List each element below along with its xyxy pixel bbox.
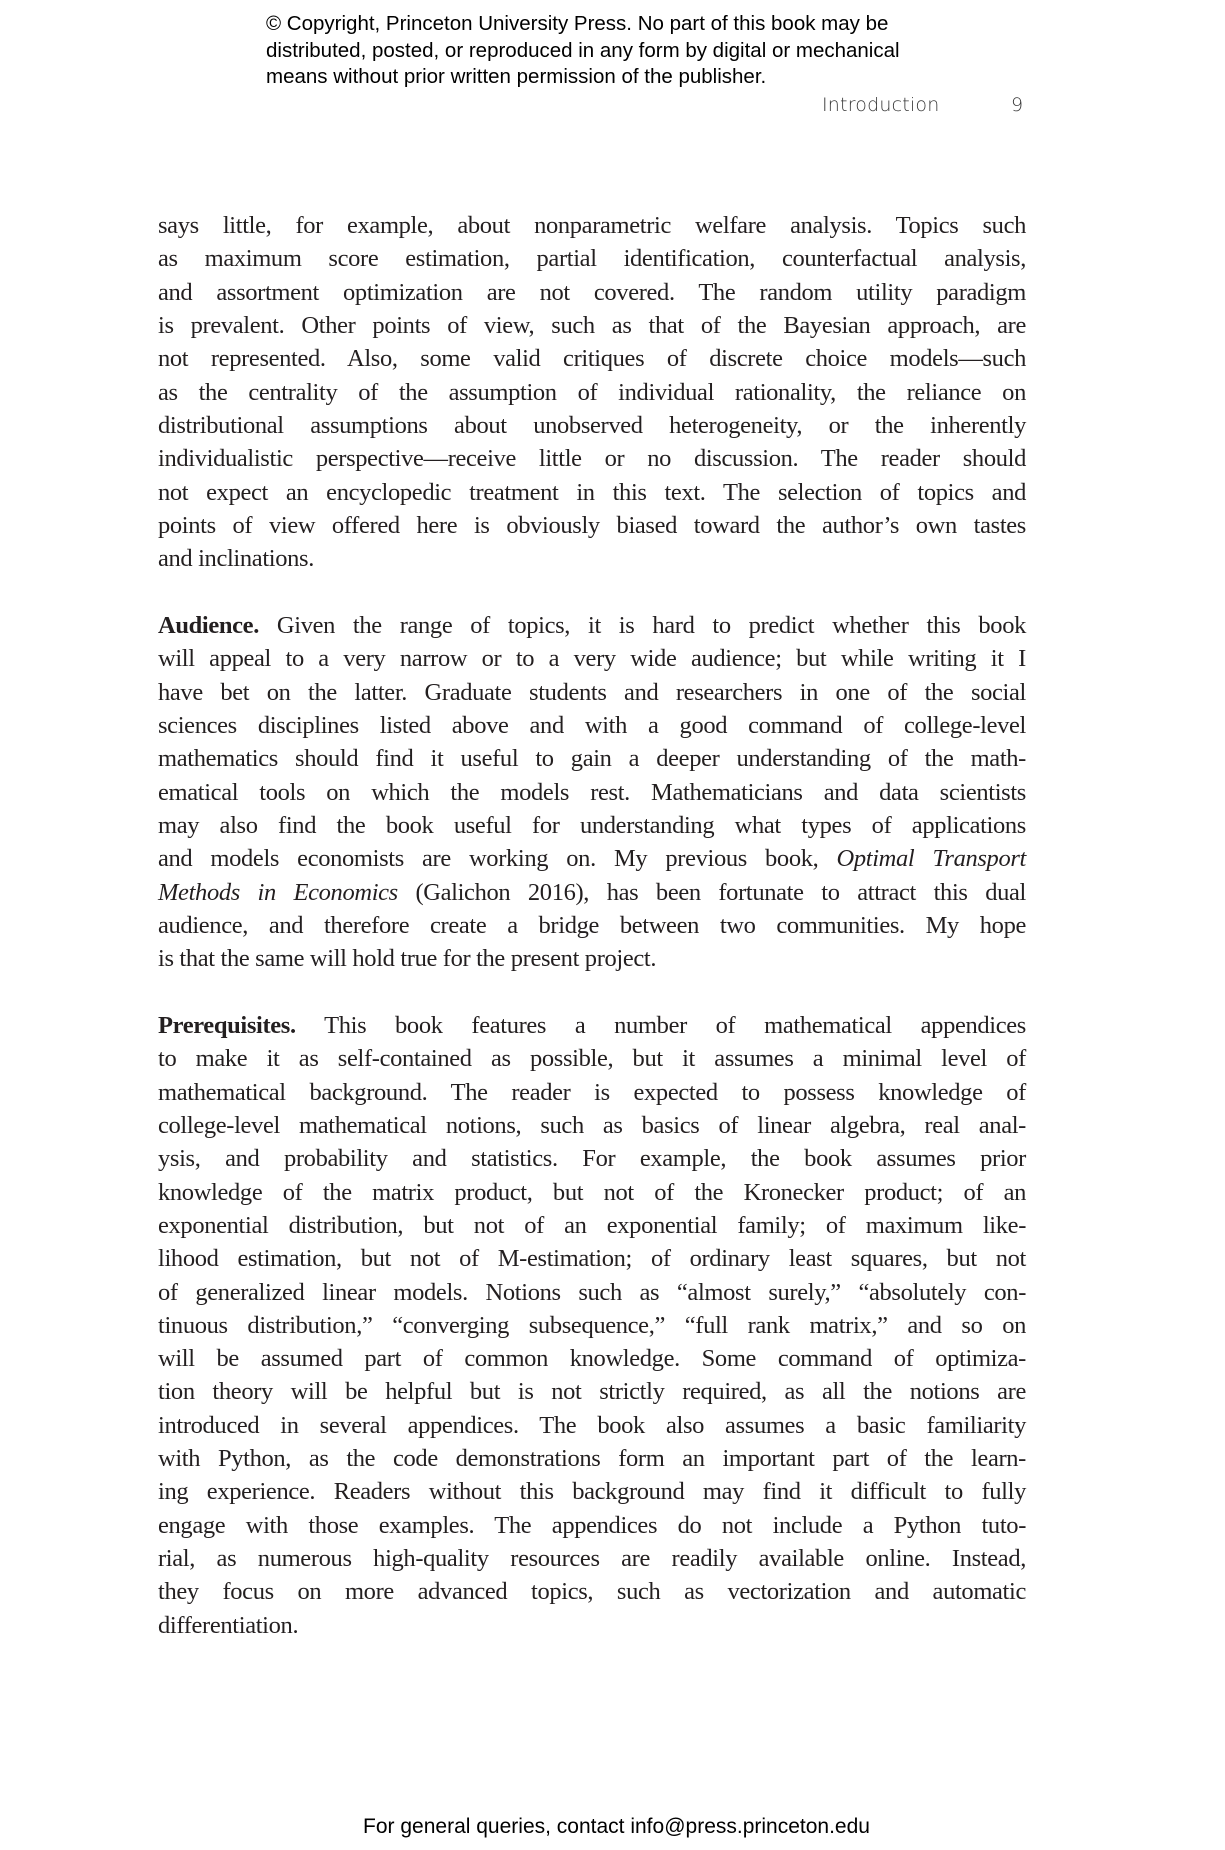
copyright-line: distributed, posted, or reproduced in any form by digital or mechanical bbox=[266, 38, 900, 62]
text-line: distributional assumptions about unobserved heterogeneity, or the inherently bbox=[158, 411, 1026, 439]
running-head bbox=[0, 94, 1225, 120]
paragraph-scope bbox=[158, 209, 1026, 576]
text-line: not expect an encyclopedic treatment in this text. The selection of topics and bbox=[158, 478, 1026, 506]
paragraph-audience bbox=[158, 609, 1026, 976]
text-line: have bet on the latter. Graduate students and researchers in one of the social bbox=[158, 678, 1026, 706]
text-line: as the centrality of the assumption of individual rationality, the reliance on bbox=[158, 378, 1026, 406]
text-line: not represented. Also, some valid critiques of discrete choice models—such bbox=[158, 345, 1026, 373]
chapter-title: Introduction bbox=[822, 94, 940, 116]
text-line bbox=[158, 1009, 1026, 1042]
text-line: is that the same will hold true for the present project. bbox=[158, 945, 657, 973]
section-run-in-heading: Audience. bbox=[158, 611, 259, 639]
text-line: and assortment optimization are not covered. The random utility paradigm bbox=[158, 278, 1026, 306]
text-line: points of view offered here is obviously biased toward the author’s own tastes bbox=[158, 511, 1026, 539]
text-line: ing experience. Readers without this background may find it difficult to fully bbox=[158, 1478, 1026, 1506]
text-line: as maximum score estimation, partial identification, counterfactual analysis, bbox=[158, 245, 1026, 273]
text-line: to make it as self-contained as possible, but it assumes a minimal level of bbox=[158, 1045, 1026, 1073]
text-line: tion theory will be helpful but is not strictly required, as all the notions are bbox=[158, 1378, 1026, 1406]
text-line: of generalized linear models. Notions such as “almost surely,” “absolutely con- bbox=[158, 1278, 1026, 1306]
text-line: and inclinations. bbox=[158, 545, 314, 573]
text-line: ysis, and probability and statistics. For example, the book assumes prior bbox=[158, 1145, 1026, 1173]
text-line: will be assumed part of common knowledge. Some command of optimiza- bbox=[158, 1345, 1026, 1373]
footer-text: For general queries, contact info@press.princeton.edu bbox=[363, 1815, 870, 1838]
paragraph-prerequisites bbox=[158, 1009, 1026, 1642]
text-line: college-level mathematical notions, such as basics of linear algebra, real anal- bbox=[158, 1111, 1026, 1139]
text-fragment: and models economists are working on. My previous book, bbox=[158, 845, 837, 873]
book-title-italic: Optimal Transport bbox=[836, 845, 1027, 873]
copyright-line: © Copyright, Princeton University Press. No part of this book may be bbox=[266, 12, 889, 35]
text-line: exponential distribution, but not of an exponential family; of maximum like- bbox=[158, 1211, 1026, 1239]
text-line: lihood estimation, but not of M-estimation; of ordinary least squares, but not bbox=[158, 1245, 1026, 1273]
text-line: ematical tools on which the models rest. Mathematicians and data scientists bbox=[158, 778, 1026, 806]
text-line: differentiation. bbox=[158, 1611, 299, 1639]
footer-contact bbox=[0, 1815, 1225, 1839]
text-line bbox=[158, 609, 1026, 642]
text-line bbox=[158, 842, 1026, 875]
section-run-in-heading: Prerequisites. bbox=[158, 1011, 296, 1039]
text-fragment: (Galichon 2016), has been fortunate to attract this dual bbox=[397, 878, 1026, 906]
copyright-notice bbox=[266, 11, 966, 91]
text-line: individualistic perspective—receive little or no discussion. The reader should bbox=[158, 445, 1026, 473]
copyright-line: means without prior written permission of the publisher. bbox=[266, 65, 767, 88]
text-line: mathematical background. The reader is expected to possess knowledge of bbox=[158, 1078, 1026, 1106]
text-line: will appeal to a very narrow or to a very wide audience; but while writing it I bbox=[158, 645, 1026, 673]
page-number: 9 bbox=[1011, 94, 1024, 116]
text-line bbox=[158, 876, 1026, 909]
text-line: with Python, as the code demonstrations form an important part of the learn- bbox=[158, 1445, 1026, 1473]
text-line: knowledge of the matrix product, but not of the Kronecker product; of an bbox=[158, 1178, 1026, 1206]
text-line: tinuous distribution,” “converging subsequence,” “full rank matrix,” and so on bbox=[158, 1311, 1026, 1339]
text-line: may also find the book useful for understanding what types of applications bbox=[158, 811, 1026, 839]
text-fragment: This book features a number of mathematical appendices bbox=[295, 1011, 1026, 1039]
text-line: rial, as numerous high-quality resources are readily available online. Instead, bbox=[158, 1545, 1026, 1573]
text-fragment: Given the range of topics, it is hard to predict whether this book bbox=[258, 611, 1026, 639]
text-line: mathematics should find it useful to gain a deeper understanding of the math- bbox=[158, 745, 1026, 773]
body-text bbox=[158, 209, 1026, 1675]
text-line: introduced in several appendices. The book also assumes a basic familiarity bbox=[158, 1411, 1026, 1439]
text-line: audience, and therefore create a bridge between two communities. My hope bbox=[158, 911, 1026, 939]
text-line: they focus on more advanced topics, such as vectorization and automatic bbox=[158, 1578, 1026, 1606]
text-line: engage with those examples. The appendices do not include a Python tuto- bbox=[158, 1511, 1026, 1539]
text-line: says little, for example, about nonparametric welfare analysis. Topics such bbox=[158, 212, 1026, 239]
text-line: sciences disciplines listed above and with a good command of college-level bbox=[158, 711, 1026, 739]
text-line: is prevalent. Other points of view, such as that of the Bayesian approach, are bbox=[158, 311, 1026, 339]
book-title-italic: Methods in Economics bbox=[158, 878, 398, 906]
